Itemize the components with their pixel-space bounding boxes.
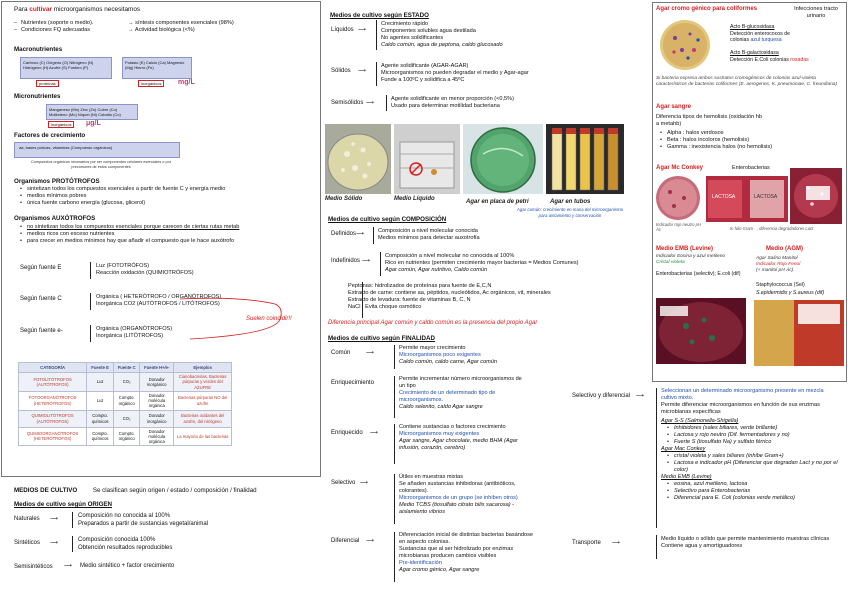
proto-list bbox=[20, 186, 316, 207]
solidos-label: Sólidos bbox=[331, 68, 351, 74]
arrow: ⟶ bbox=[358, 68, 367, 74]
agm-target: Staphylococcus (Sel) bbox=[756, 282, 805, 288]
caption-petri: Agar en placa de petri bbox=[466, 199, 529, 205]
cultivar-title: Para cultivar microorganismos necesitamos bbox=[14, 6, 141, 13]
cromo-title: Agar cromo génico para coliformes bbox=[656, 6, 758, 12]
brace bbox=[394, 532, 395, 582]
petri-photo bbox=[463, 124, 543, 194]
fuente-c-lines: Orgánica ( HETERÓTROFO / ORGANÓTROFOS) Inorgánica CO2 (AUTÓTROFOS / LITÓTROFOS) bbox=[96, 294, 222, 307]
brace bbox=[376, 62, 377, 86]
table-row: FOTOLITÓTROFOS (AUTÓTROFOS) Luz CO₂ Donador inorgánico Cianobacterias, Bacterias púrpuras y verdes del AZUFRE bbox=[19, 373, 232, 392]
table-row: QUIMIOORGANÓTROFOS (HETERÓTROFOS) Compto. químicos Compto. orgánico Donador molécula orgánica La mayoría de las bacterias bbox=[19, 427, 232, 446]
list-item: • no sintetizan todos los compuestos esenciales porque carecen de ciertas rutas metab bbox=[20, 224, 318, 231]
sangre-list bbox=[660, 130, 840, 151]
solid-medium-photo bbox=[325, 124, 391, 194]
brace bbox=[72, 536, 73, 552]
micro-unit: μg/L bbox=[86, 120, 101, 127]
cromo-side: Infecciones tracto urinario bbox=[794, 6, 838, 19]
semisinteticos-line: Medio sintético + factor crecimiento bbox=[80, 563, 175, 569]
agm-title: Medio (AGM) bbox=[766, 246, 803, 252]
arrow: ⟶ bbox=[360, 480, 369, 486]
agm-species: S.epidermidis y S.aureus (dif) bbox=[756, 290, 825, 296]
naturales-lines: Composición no conocida al 100% Preparados a partir de sustancias vegetal/animal bbox=[78, 513, 209, 527]
caption-liquido: Medio Líquido bbox=[394, 196, 435, 202]
table-header: Ejemplos bbox=[174, 363, 232, 373]
suelen-coincidir: Suelen coincidir!! bbox=[246, 316, 292, 322]
selectivo-label: Selectivo bbox=[331, 480, 356, 486]
brace bbox=[394, 376, 395, 418]
indef-items: Peptonas: hidrolizados de proteínas para fuente de E,C,N Extracto de carne: contiene aa, péptidos, nucleótidos, Ac orgánicos, vit, minerales Extracto de levadura: fuente de vitaminas B, C, N NaCl : Evita choque osmótico bbox=[348, 283, 551, 310]
selectivo-dif-body: Seleccionan un determinado microorganismo presente en mezcla cultivo mixto. Permite diferenciar microorganismos en función de sus enzimas microbianas específicas Agar S-S (Salmonella-Shigella) • Inhibidores (sales biliares, verde brillante) • Lactosa y rojo neutro (Dif. fermentadores y no) • Fuerte S (tiosulfato Na) y sulfato férrico Agar Mac Conkey • cristal violeta y sales biliares (inhibe Gram+) • Lactosa e indicador pH (Diferenciar que degradan Lact y no por el color) Medio EMB (Levine) • eosina, azul metileno, lactosa • Selectivo para Enterobacterias • Diferencial para E. Coli (colonias verde metálico) bbox=[661, 388, 841, 502]
liquidos-label: Líquidos bbox=[331, 27, 354, 33]
brace bbox=[90, 325, 91, 342]
need-item: – Nutrientes (soporte o medio). bbox=[14, 20, 124, 27]
list-item: • Diferencial para E. Coli (colonias verde metálico) bbox=[667, 495, 841, 502]
caption-tubos: Agar en tubos bbox=[550, 199, 591, 205]
selectivo-dif-label: Selectivo y diferencial bbox=[572, 393, 631, 399]
sinteticos-label: Sintéticos bbox=[14, 540, 41, 546]
mac-caption-right: In folo Gram - , diferencia degradadores Lact bbox=[730, 226, 814, 231]
enriquecido-lines: Contiene sustancias o factores crecimiento Microorganismos muy exigentes Agar sangre, Agar chocolate, medio BHIA (Agar infusión, corazón, cerebro) bbox=[399, 424, 518, 451]
list-item: • medios ricos con exceso nutrientes bbox=[20, 231, 318, 238]
list-item: • única fuente carbono energía (glucosa, glicerol) bbox=[20, 200, 316, 207]
composicion-title: Medios de cultivo según COMPOSICIÓN bbox=[328, 216, 447, 223]
brace bbox=[380, 252, 381, 276]
indefinidos-lines: Composición a nivel molecular no conocida al 100% Rico en nutrientes (permiten crecimiento mayor bacterias = Medios Comunes) Agar común, Agar nutritivo, Caldo común bbox=[385, 253, 579, 273]
table-row: QUIMIOLITÓTROFOS (AUTÓTROFOS) Compto. químicos CO₂ Donador inorgánico Bacterias oxidantes del azufre, del nitrógeno bbox=[19, 410, 232, 427]
list-item: • Alpha : halos verdosos bbox=[660, 130, 840, 137]
estado-title: Medios de cultivo según ESTADO bbox=[330, 12, 429, 19]
list-item: • Selectivo para Enterobacterias bbox=[667, 488, 841, 495]
enriquecimiento-lines: Permite incrementar número microorganismos de un tipo Crecimiento de un determinado tipo de microorganismos. Caldo selenito, caldo Agar sangre bbox=[399, 376, 522, 410]
caption-solido: Medio Sólido bbox=[325, 196, 363, 202]
table-header: Fuente E bbox=[87, 363, 114, 373]
mac-right-photo bbox=[790, 168, 842, 224]
liquidos-lines: Crecimiento rápido Componentes solubles agua destilada No agentes solidificantes Caldo común, agua de peptona, caldo glucosado bbox=[381, 21, 503, 48]
mac-mid-photo bbox=[706, 176, 788, 222]
sangre-intro: Diferencia tipos de hemolisis (oxidación hb a metahb) bbox=[656, 114, 763, 127]
arrow: ⟶ bbox=[50, 540, 59, 546]
brace bbox=[90, 293, 91, 310]
diferencial-label: Diferencial bbox=[331, 538, 360, 544]
definidos-label: Definidos bbox=[331, 231, 357, 237]
need-right-item: → síntesis componentes esenciales (98%) bbox=[128, 20, 234, 26]
definidos-lines: Composición a nivel molecular conocida Medios mínimos para detectar auxotrofía bbox=[378, 228, 480, 241]
mac-caption-left: Indicador rojo neutro pH Ác bbox=[656, 222, 701, 233]
macro-tag-1: proteínas bbox=[36, 80, 59, 87]
arrow: ⟶ bbox=[612, 540, 621, 546]
emb-photo bbox=[656, 298, 746, 364]
mac-title: Agar Mc Conkey bbox=[656, 165, 704, 171]
origen-title: Medios de cultivo según ORIGEN bbox=[14, 501, 112, 508]
list-item: • sintetizan todos los compuestos esenciales a partir de fuente C y energía medio bbox=[20, 186, 316, 193]
cromo-item-1: Acto B-glucosidasa Detección enterococos de colonias azul turquesa bbox=[730, 24, 790, 43]
list-item: • medios mínimos pobres bbox=[20, 193, 316, 200]
brace bbox=[394, 474, 395, 524]
arrow: ⟶ bbox=[358, 27, 367, 33]
agm-lines: Agar Salino Manitol Indicador Rojo Fenol (+ manitol pH Ác) bbox=[756, 256, 801, 273]
factores-note: Compuestos orgánicos necesarios por ser componentes celulares esenciales o por precursores de estos componentes bbox=[31, 160, 171, 169]
table-header: CATEGORÍA bbox=[19, 363, 87, 373]
fuente-e2-label: Según fuente e- bbox=[20, 328, 63, 334]
categoria-table bbox=[18, 362, 232, 446]
arrow: ⟶ bbox=[366, 350, 375, 356]
naturales-label: Naturales bbox=[14, 516, 40, 522]
semisolidos-lines: Agente solidificante en menor proporción (<0,5%) Usado para determinar motilidad bacteriana bbox=[391, 96, 514, 109]
comun-lines: Permite mayor crecimiento Microorganismos poco exigentes Caldo común, caldo carne, Agar común bbox=[399, 345, 498, 365]
fuente-e2-lines: Orgánica (ORGANÓTROFOS) Inorgánica (LITÓTROFOS) bbox=[96, 326, 173, 339]
brace bbox=[394, 424, 395, 464]
arrow: ⟶ bbox=[366, 100, 375, 106]
transporte-lines: Medio líquido o sólido que permite mantenimiento muestras clínicas Contiene agua y amortiguadores bbox=[661, 536, 830, 549]
macro-unit: mg/L bbox=[178, 79, 195, 86]
indefinidos-label: Indefinidos bbox=[331, 258, 361, 264]
list-item: • Gamma : inexistencia halos (no hemolisis) bbox=[660, 144, 840, 151]
brace bbox=[656, 388, 657, 528]
fuente-e-lines: Luz (FOTOTRÓFOS) Reacción oxidación (QUIMIOTRÓFOS) bbox=[96, 263, 194, 276]
enriquecimiento-label: Enriquecimiento bbox=[331, 380, 375, 386]
arrow: ⟶ bbox=[366, 538, 375, 544]
micro-box: Manganeso (Mn) Zinc (Zn) Cobre (Cu) Molibdeno (Mo) Níquel (Ni) Cobalto (Co) bbox=[46, 104, 138, 120]
table-header: Fuente H+/e- bbox=[140, 363, 174, 373]
brace bbox=[386, 95, 387, 111]
needs-left bbox=[14, 20, 124, 34]
brace bbox=[90, 262, 91, 279]
brace bbox=[373, 227, 374, 244]
cromo-plate-photo bbox=[660, 20, 710, 70]
agar-note: Agar común: crecimiento en masa del microorganismo para aislamiento y conservación bbox=[516, 207, 624, 218]
macro-box-1: Carbono (C) Oxígeno (O) Nitrógeno (N) Hidrógeno (H) Azufre (S) Fosforo (P) bbox=[20, 57, 112, 79]
comun-label: Común bbox=[331, 350, 351, 356]
brace bbox=[656, 535, 657, 559]
macro-box-2: Potasio (K) Calcio (Ca) Magnesio (Mg) Hierro (Fe) bbox=[122, 57, 192, 79]
emb-target: Enterobacterias (selectiv); E.coli (dif) bbox=[656, 271, 741, 277]
emb-title: Medio EMB (Levine) bbox=[656, 246, 714, 252]
factores-box: aa, bases púricas, vitaminas (Compuesto orgánicos) bbox=[14, 142, 180, 158]
list-item: • eosina, azul metileno, lactosa bbox=[667, 481, 841, 488]
svg-text:LACTOSA: LACTOSA bbox=[712, 194, 736, 200]
micro-title: Micronutrientes bbox=[14, 93, 61, 100]
brace bbox=[394, 345, 395, 369]
semisinteticos-label: Semisintéticos bbox=[14, 564, 53, 570]
need-item: – Condiciones FQ adecuadas bbox=[14, 27, 124, 34]
table-header: Fuente C bbox=[114, 363, 140, 373]
brace bbox=[72, 512, 73, 528]
cromo-note: Si bacteria expresa ambos sustratos cromogénicos de colonias azul-violeta característicos de bacterias coliformes (E. aerogenes, K. pneumoniae, C. freundiana) bbox=[656, 76, 838, 87]
table-row: FOTOORGANÓTROFOS (HETERÓTROFOS) Luz Compto. orgánico Donador molécula orgánica Bacterias púrpuras NO del azufre bbox=[19, 391, 232, 410]
list-item: • Lactosa y rojo neutro (Dif. fermentadores y no) bbox=[667, 432, 841, 439]
solidos-lines: Agente solidificante (AGAR-AGAR) Microorganismos no pueden degradar el medio y Agar-agar Funde a 100ºC y solidifica a 45ºC bbox=[381, 63, 529, 83]
proto-title: Organismos PROTÓTROFOS bbox=[14, 178, 100, 185]
mac2-list bbox=[661, 453, 841, 474]
fuente-c-label: Según fuente C bbox=[20, 296, 62, 302]
mac-side: Enterobacterias bbox=[732, 165, 770, 171]
transporte-label: Transporte bbox=[572, 540, 601, 546]
list-item: • cristal violeta y sales biliares (inhibe Gram+) bbox=[667, 453, 841, 460]
brace bbox=[376, 20, 377, 50]
medios-cultivo-heading: MEDIOS DE CULTIVO Se clasifican según origen / estado / composición / finalidad bbox=[14, 487, 257, 494]
fuente-e-label: Según fuente E bbox=[20, 265, 62, 271]
enriquecido-label: Enriquecido bbox=[331, 430, 363, 436]
list-item: • Inhibidores (sales biliares, verde brillante) bbox=[667, 425, 841, 432]
sinteticos-lines: Composición conocida 100% Obtención resultados reproducibles bbox=[78, 537, 173, 551]
macro-title: Macronutrientes bbox=[14, 46, 63, 53]
sangre-title: Agar sangre bbox=[656, 104, 692, 110]
list-item: • Lactosa e indicador pH (Diferenciar que degradan Lact y no por el color) bbox=[667, 460, 841, 474]
factores-title: Factores de crecimiento bbox=[14, 132, 86, 139]
need-right-item: → Actividad biológica (<%) bbox=[128, 26, 195, 33]
ss-list bbox=[661, 425, 841, 446]
arrow: ⟶ bbox=[636, 393, 645, 399]
svg-text:LACTOSA: LACTOSA bbox=[754, 194, 778, 200]
selectivo-lines: Útiles en muestras mixtas Se añaden sustancias inhibidoras (antibióticos, colorantes). Microorganismos de un grupo (se inhiben otros) Medio TCBS (tiosulfato citrato bilis sacarosa) - aislamiento vibrios bbox=[399, 474, 518, 515]
emb-lines: Indicador Eosina y azul metileno Cristal violeta bbox=[656, 254, 726, 265]
diferencia-principal: Diferencia principal Agar común y caldo común es la presencia del propio Agar bbox=[328, 320, 538, 326]
tubes-photo bbox=[546, 124, 624, 194]
liquid-medium-photo bbox=[394, 124, 460, 194]
finalidad-title: Medios de cultivo según FINALIDAD bbox=[328, 335, 435, 342]
needs-right bbox=[128, 20, 268, 34]
auxo-list bbox=[20, 224, 318, 245]
list-item: • Beta : halos incoloros (hemolisis) bbox=[660, 137, 840, 144]
emb2-list bbox=[661, 481, 841, 502]
list-item: • para crecer en medios mínimos hay que añadir el compuesto que le hace auxótrofo bbox=[20, 238, 318, 245]
mac-left-photo bbox=[656, 176, 700, 220]
arrow: ⟶ bbox=[362, 258, 371, 264]
agm-photo bbox=[754, 300, 844, 366]
cromo-item-2: Acto B-galactosidasa Detección E.Coli colonias rosadas bbox=[730, 50, 809, 63]
auxo-title: Organismos AUXÓTROFOS bbox=[14, 215, 96, 222]
semisolidos-label: Semisólidos bbox=[331, 100, 364, 106]
macro-tag-2: inorgánicos bbox=[138, 80, 164, 87]
list-item: • Fuerte S (tiosulfato Na) y sulfato férrico bbox=[667, 439, 841, 446]
diferencial-lines: Diferenciación inicial de distintas bacterias basándose en aspecto colonias. Sustancias que al ser hidrolizado por enzimas microbianas producen cambios visibles Pre-identificación Agar cromo génico, Agar sangre bbox=[399, 532, 534, 573]
arrow: ⟶ bbox=[356, 231, 365, 237]
arrow: ⟶ bbox=[50, 516, 59, 522]
micro-tag: inorgánicos bbox=[48, 121, 74, 128]
arrow: ⟶ bbox=[64, 563, 73, 569]
arrow: ⟶ bbox=[370, 430, 379, 436]
